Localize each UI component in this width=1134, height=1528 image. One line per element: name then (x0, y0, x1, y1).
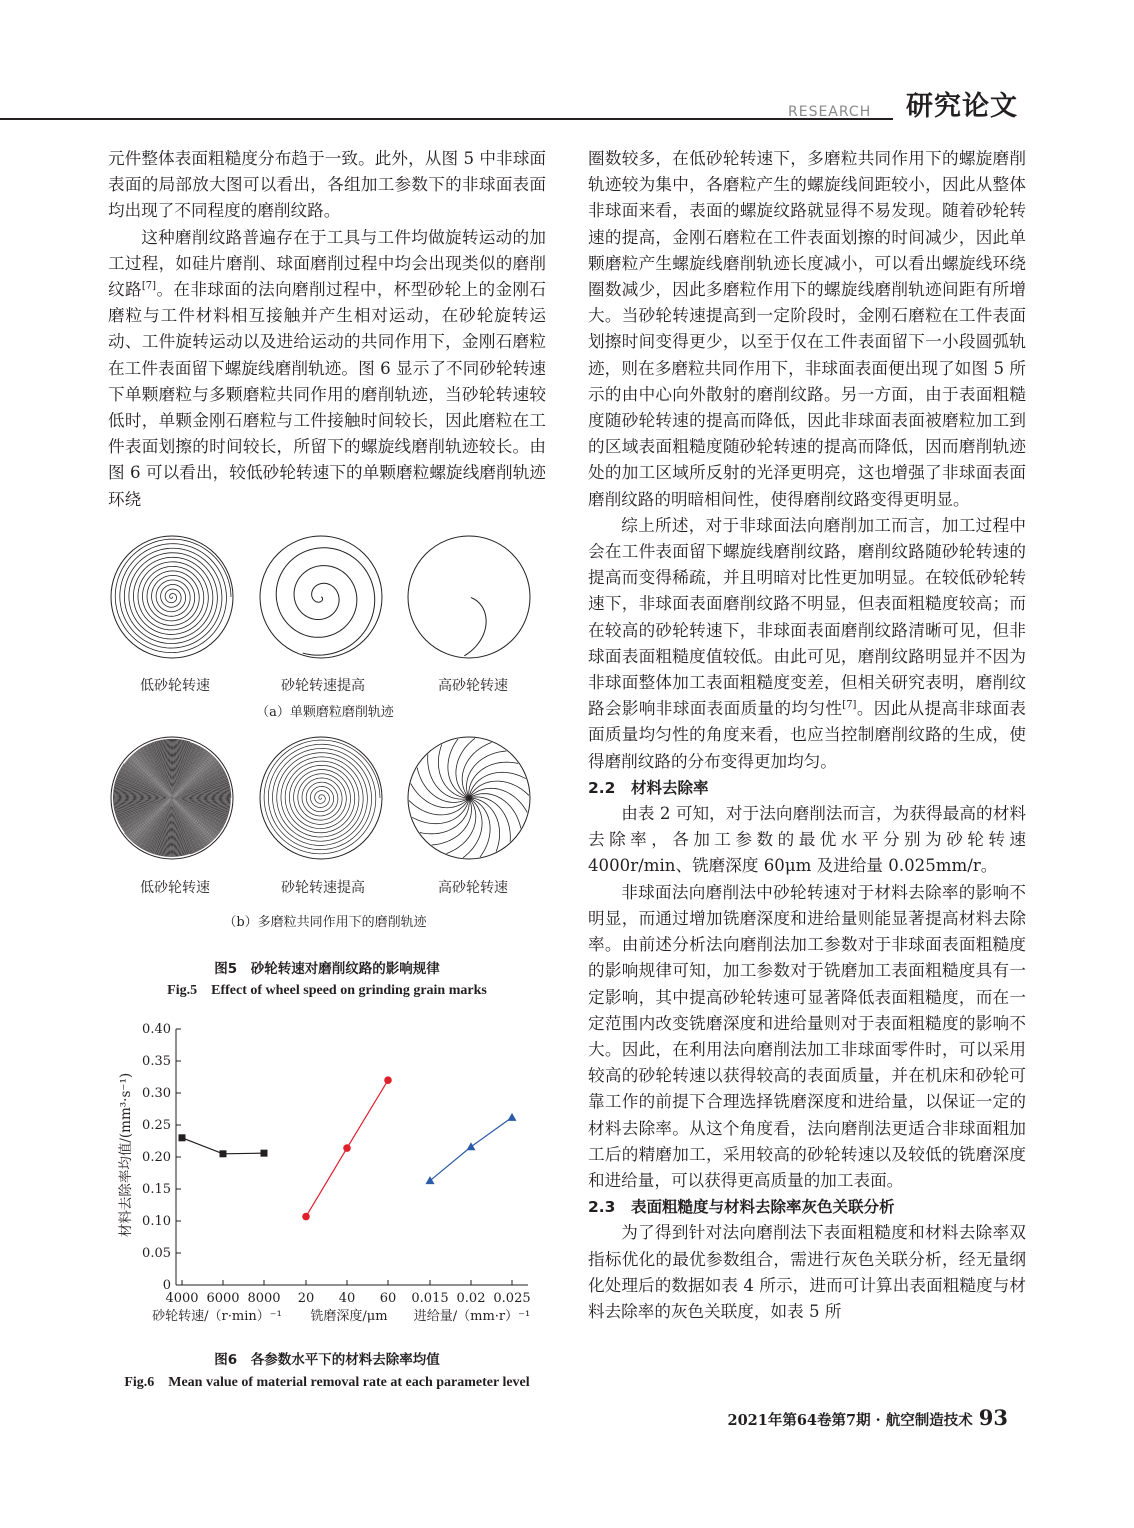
x-tick-label: 0.015 (411, 1291, 449, 1306)
paragraph: 这种磨削纹路普遍存在于工具与工件均做旋转运动的加工过程，如硅片磨削、球面磨削过程中均会出现类似的磨削纹路[7]。在非球面的法向磨削过程中，杯型砂轮上的金刚石磨粒与工件材料相互接触并产生相对运动，在砂轮旋转运动、工件旋转运动以及进给运动的共同作用下，金刚石磨粒在工件表面留下螺旋线磨削轨迹。图 6 显示了不同砂轮转速下单颗磨粒与多颗磨粒共同作用的磨削轨迹，当砂轮转速较低时，单颗金刚石磨粒与工件接触时间较长，因此磨粒在工件表面划擦的时间较长，所留下的螺旋线磨削轨迹较长。由图 6 可以看出，较低砂轮转速下的单颗磨粒螺旋线磨削轨迹环绕 (108, 227, 546, 509)
single-grain-trace-high (464, 598, 486, 656)
single-grain-trace-low (115, 539, 231, 652)
paragraph: 非球面法向磨削法中砂轮转速对于材料去除率的影响不明显，而通过增加铣磨深度和进给量则能显著提高材料去除率。由前述分析法向磨削法加工参数对于非球面表面粗糙度的影响规律可知，加工参数对于铣磨加工表面粗糙度具有一定影响，其中提高砂轮转速可显著降低表面粗糙度，而在一定范围内改变铣磨深度和进给量则对于表面粗糙度的影响不大。因此，在利用法向磨削法加工非球面零件时，可以采用较高的砂轮转速以获得较高的表面质量，并在机床和砂轮可靠工作的前提下合理选择铣磨深度和进给量，以保证一定的材料去除率。从这个角度看，法向磨削法更适合非球面粗加工后的精磨加工，采用较高的砂轮转速以及较低的铣磨深度和进给量，可以获得更高质量的加工表面。 (588, 882, 1026, 1190)
multi-grain-trace-high (411, 784, 469, 808)
data-point (343, 1144, 351, 1152)
journal-issue: 2021年第64卷第7期 · 航空制造技术 (727, 1412, 973, 1429)
y-tick-label: 0.25 (142, 1118, 171, 1133)
multi-grain-trace-high (469, 798, 490, 857)
fig5b-label-mid: 砂轮转速提高 (281, 880, 365, 896)
y-tick-label: 0.05 (142, 1246, 171, 1261)
fig5a-label-mid: 砂轮转速提高 (281, 678, 365, 694)
fig5b-subcaption: （b）多磨粒共同作用下的磨削轨迹 (223, 915, 427, 930)
paragraph: 元件整体表面粗糙度分布趋于一致。此外，从图 5 中非球面表面的局部放大图可以看出，各组加工参数下的非球面表面均出现了不同程度的磨削纹路。 (108, 149, 546, 221)
fig5b-label-high: 高砂轮转速 (438, 880, 508, 896)
citation: [7] (141, 280, 157, 292)
figure-6-caption-cn: 图6 各参数水平下的材料去除率均值 (214, 1352, 440, 1368)
fig5b-label-low: 低砂轮转速 (140, 880, 210, 896)
figure-5-caption-en: Fig.5 Effect of wheel speed on grinding grain marks (167, 983, 487, 998)
section-heading-2-2: 2.2 材料去除率 (588, 778, 709, 797)
chart-axes (142, 1022, 531, 1306)
data-point (467, 1142, 476, 1150)
citation: [7] (842, 699, 857, 711)
x-tick-label: 8000 (247, 1291, 281, 1306)
single-grain-trace-mid (276, 548, 374, 655)
data-point (261, 1150, 268, 1157)
y-tick-label: 0.10 (142, 1214, 171, 1229)
figure-6-caption-en: Fig.6 Mean value of material removal rate at each parameter level (124, 1375, 530, 1390)
page-number: 93 (978, 1405, 1008, 1430)
section-heading-2-3: 2.3 表面粗糙度与材料去除率灰色关联分析 (588, 1198, 895, 1217)
fig5a-label-high: 高砂轮转速 (438, 678, 508, 694)
y-tick-label: 0.35 (142, 1054, 171, 1069)
figure-5-grinding-traces (100, 530, 550, 950)
multi-grain-trace-mid (264, 740, 380, 854)
multi-grain-trace-high (432, 798, 472, 845)
page-footer (660, 1405, 1008, 1430)
y-tick-label: 0.20 (142, 1150, 171, 1165)
paragraph: 为了得到针对法向磨削法下表面粗糙度和材料去除率双指标优化的最优参数组合，需进行灰色关联分析，经无量纲化处理后的数据如表 4 所示，进而可计算出表面粗糙度与材料去除率的灰色关联度，如表 5 所 (588, 1223, 1026, 1321)
y-tick-label: 0.30 (142, 1086, 171, 1101)
x-tick-label: 60 (379, 1291, 397, 1306)
chart-x-axis-label-feed: 进给量/（mm·r）⁻¹ (413, 1309, 531, 1324)
figure-5-artwork (111, 536, 530, 859)
figure-6-chart (108, 1015, 548, 1335)
x-tick-label: 0.02 (456, 1291, 486, 1306)
workpiece-outline (408, 536, 530, 658)
multi-grain-trace-high (467, 751, 507, 798)
header-rule (0, 118, 1026, 120)
chart-x-axis-label-speed: 砂轮转速/（r·min）⁻¹ (152, 1309, 282, 1324)
paragraph: 圈数较多，在低砂轮转速下，多磨粒共同作用下的螺旋磨削轨迹较为集中，各磨粒产生的螺旋线间距较小，因此从整体非球面来看，表面的螺旋纹路就显得不易发现。随着砂轮转速的提高，金刚石磨粒在工件表面划擦的时间减少，因此单颗磨粒产生螺旋线磨削轨迹长度减小，可以看出螺旋线环绕圈数减少，因此多磨粒作用下的螺旋线磨削轨迹间距有所增大。当砂轮转速提高到一定阶段时，金刚石磨粒在工件表面划擦时间变得更少，以至于仅在工件表面留下一小段圆弧轨迹，则在多磨粒共同作用下，非球面表面便出现了如图 5 所示的由中心向外散射的磨削纹路。另一方面，由于表面粗糙度随砂轮转速的提高而降低，因此非球面表面被磨粒加工到的区域表面粗糙度随砂轮转速的提高而降低，因而磨削轨迹处的加工区域所反射的光泽更明亮，这也增强了非球面表面磨削纹路的明暗相间性，使得磨削纹路变得更明显。 (588, 149, 1026, 509)
chart-marks (179, 1076, 517, 1220)
paragraph: 由表 2 可知，对于法向磨削法而言，为获得最高的材料去除率，各加工参数的最优水平分别为砂轮转速 4000r/min、铣磨深度 60μm 及进给量 0.025mm/r。 (588, 804, 1026, 876)
x-tick-label: 4000 (165, 1291, 199, 1306)
multi-grain-trace-high (448, 739, 469, 798)
header-research-label: RESEARCH (788, 104, 872, 120)
data-point (384, 1076, 392, 1084)
fig5a-subcaption: （a）单颗磨粒磨削轨迹 (256, 705, 394, 720)
paragraph: 综上所述，对于非球面法向磨削加工而言，加工过程中会在工件表面留下螺旋线磨削纹路，磨削纹路随砂轮转速的提高而变得稀疏，并且明暗对比性更加明显。在较低砂轮转速下，非球面表面磨削纹路不明显，但表面粗糙度较高；而在较高的砂轮转速下，非球面表面磨削纹路清晰可见，但非球面表面粗糙度值较低。由此可见，磨削纹路明显并不因为非球面整体加工表面粗糙度变差，但相关研究表明，磨削纹路会影响非球面表面质量的均匀性[7]。因此从提高非球面表面质量均匀性的角度来看，也应当控制磨削纹路的生成，使得磨削纹路的分布变得更加均匀。 (588, 515, 1026, 771)
data-point (220, 1150, 227, 1157)
fig5a-label-low: 低砂轮转速 (140, 678, 210, 694)
left-column (108, 146, 546, 513)
header-section-title: 研究论文 (906, 91, 1018, 122)
y-tick-label: 0 (162, 1278, 171, 1293)
figure-5-caption-cn: 图5 砂轮转速对磨削纹路的影响规律 (214, 961, 440, 977)
multi-grain-trace-high (469, 788, 527, 812)
x-tick-label: 40 (338, 1291, 356, 1306)
y-tick-label: 0.15 (142, 1182, 171, 1197)
x-tick-label: 6000 (206, 1291, 240, 1306)
y-tick-label: 0.40 (142, 1022, 171, 1037)
right-column (588, 146, 1026, 1325)
x-tick-label: 20 (297, 1291, 315, 1306)
data-point (508, 1113, 517, 1121)
x-tick-label: 0.025 (493, 1291, 531, 1306)
data-point (302, 1213, 310, 1221)
chart-y-axis-label: 材料去除率均值/(mm³·s⁻¹) (118, 1072, 134, 1238)
data-point (179, 1134, 186, 1141)
chart-x-axis-label-depth: 铣磨深度/μm (310, 1309, 388, 1324)
